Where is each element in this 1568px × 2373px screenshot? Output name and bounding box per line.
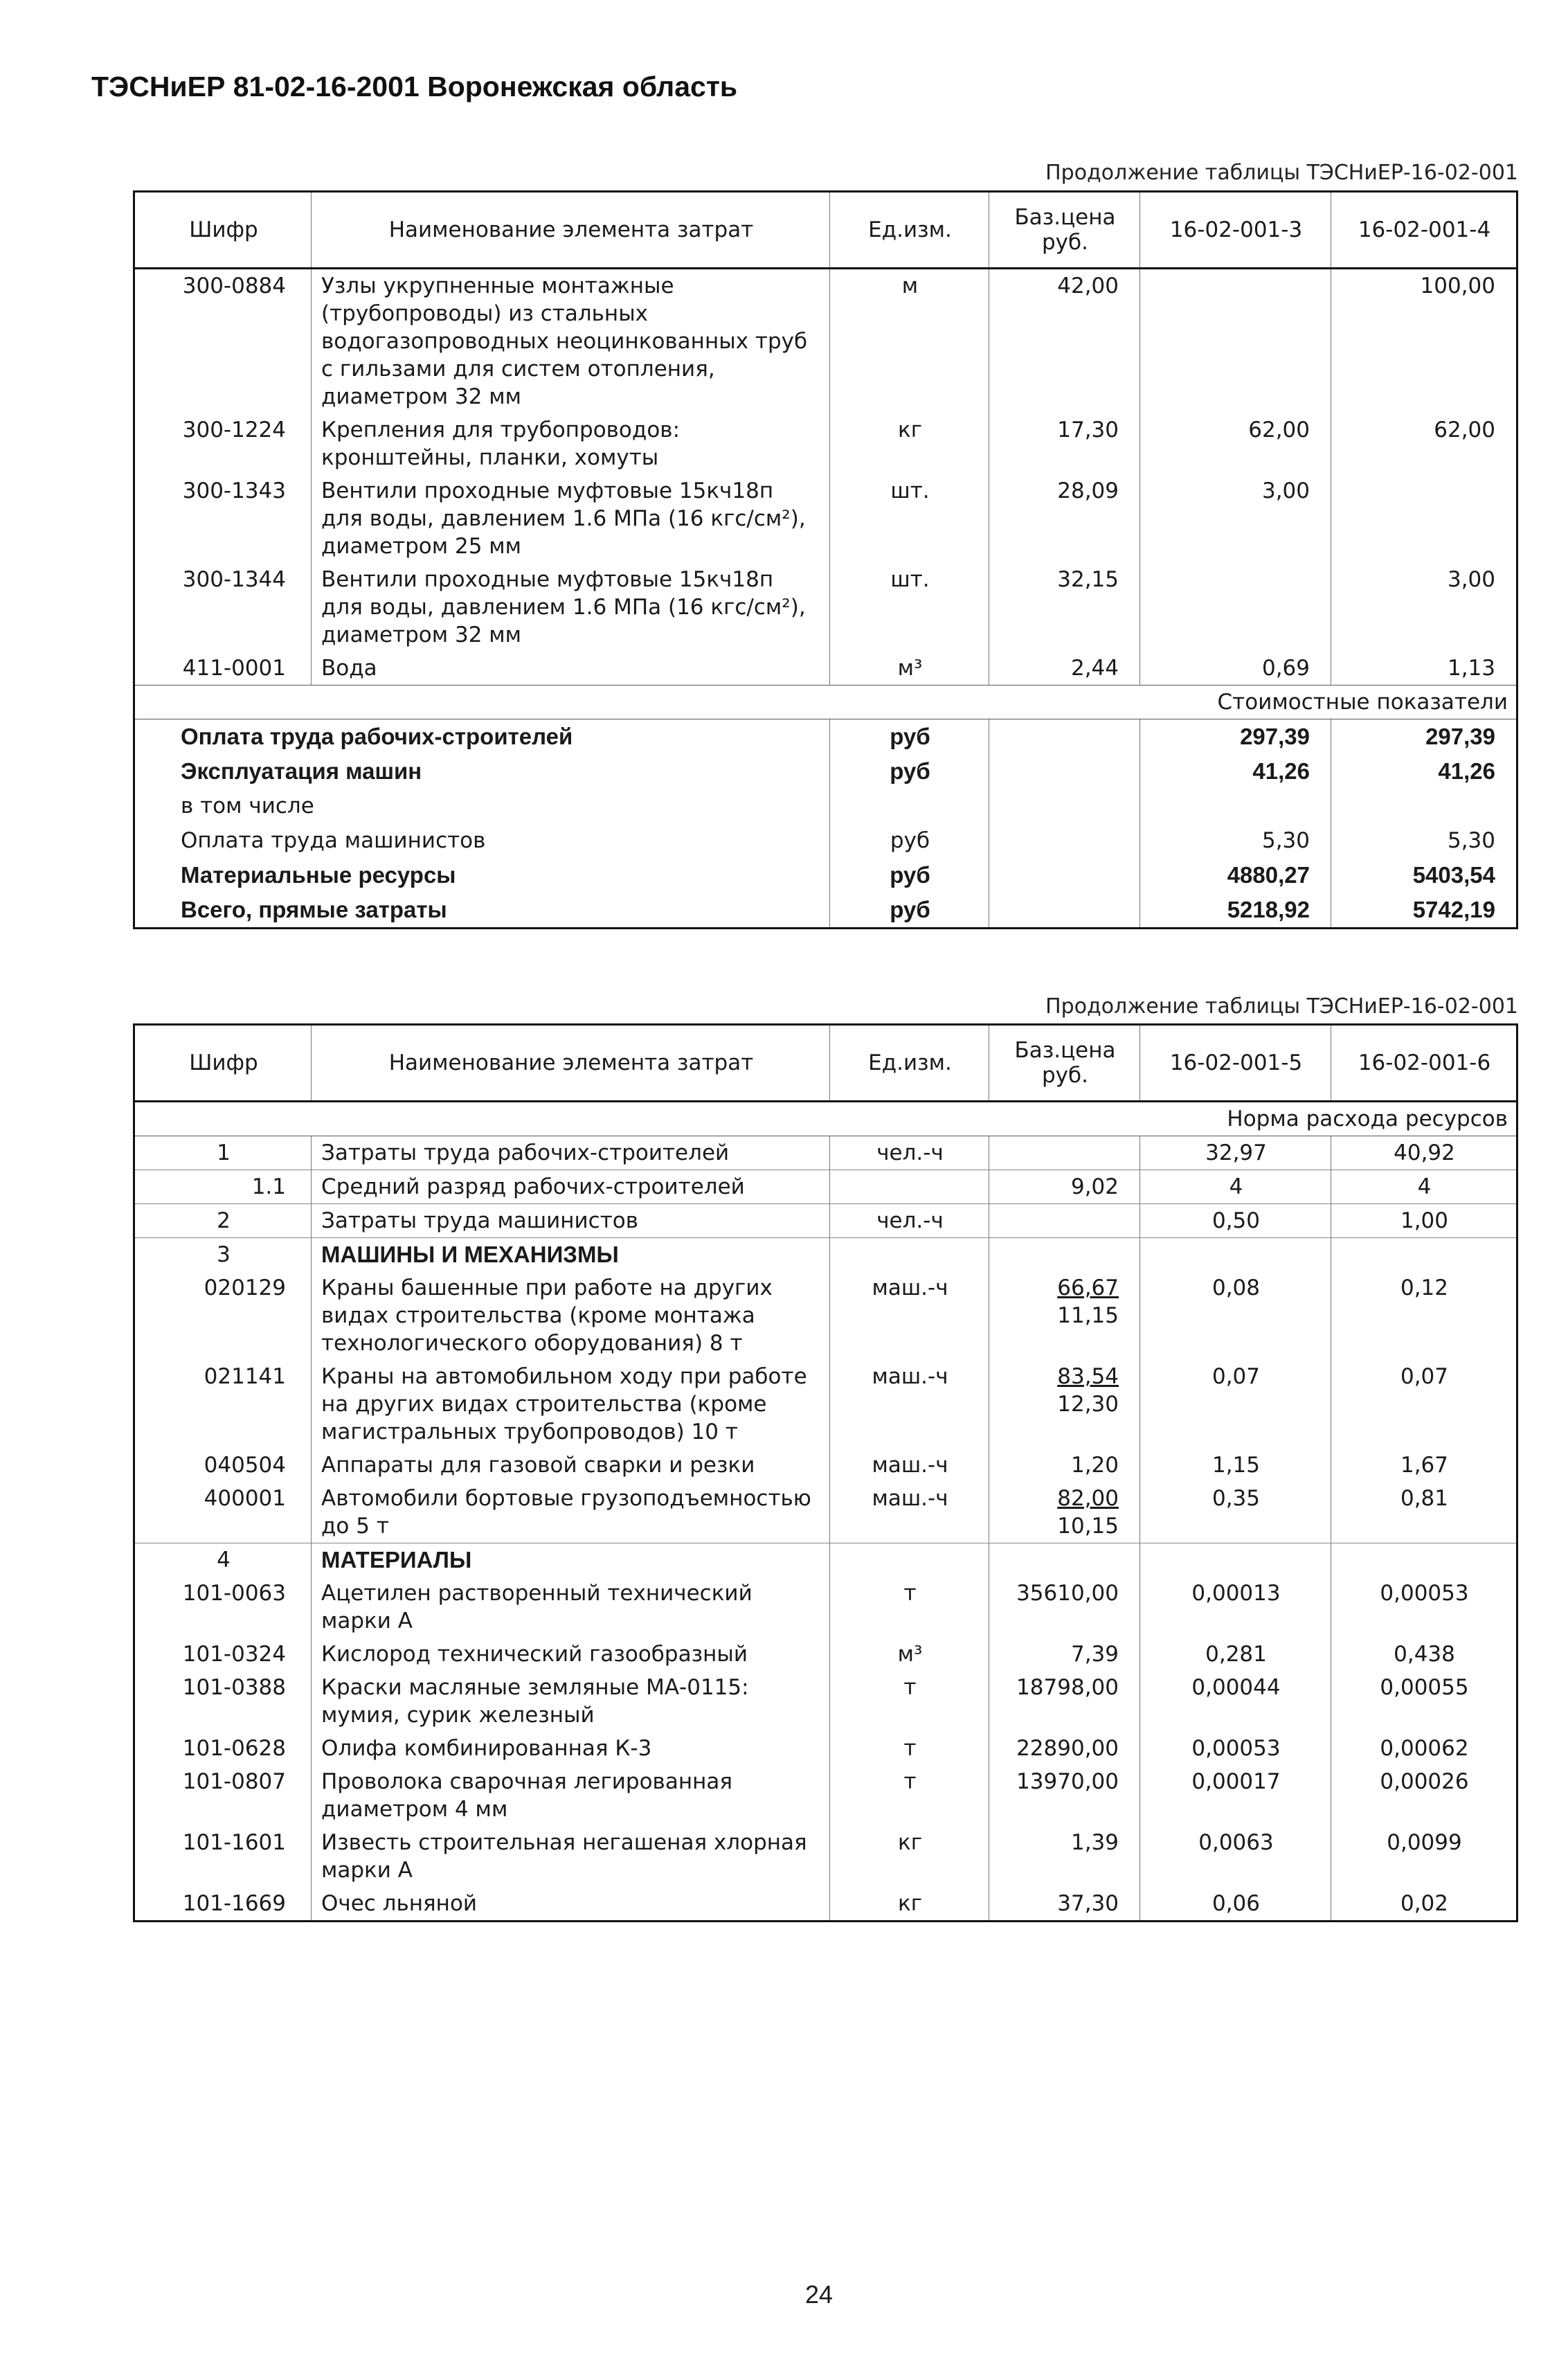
cost-value-col6 <box>1331 789 1517 823</box>
price-value: 66,67 <box>1057 1275 1119 1300</box>
row-price: 17,30 <box>989 413 1140 474</box>
row-unit: т <box>830 1732 989 1765</box>
header-col5: 16-02-001-3 <box>1140 192 1331 269</box>
row-price: 42,00 <box>989 269 1140 414</box>
row-value-col6: 1,00 <box>1331 1204 1517 1238</box>
row-value-col5: 0,06 <box>1140 1887 1331 1922</box>
row-code: 020129 <box>204 1275 286 1300</box>
cost-price <box>989 823 1140 858</box>
cost-value-col6: 297,39 <box>1331 719 1517 755</box>
table-row <box>134 1732 1517 1765</box>
row-value-col5: 0,08 <box>1140 1271 1331 1360</box>
table-row <box>134 1671 1517 1732</box>
row-name: Известь строительная негашеная хлорная марки А <box>312 1826 830 1887</box>
header-name: Наименование элемента затрат <box>312 1025 830 1102</box>
cost-value-col5: 297,39 <box>1140 719 1331 755</box>
row-value-col5: 0,00044 <box>1140 1671 1331 1732</box>
price-machinist-value: 10,15 <box>1057 1514 1119 1539</box>
row-code: 101-1601 <box>182 1830 286 1855</box>
table-row <box>134 413 1517 474</box>
cost-row <box>134 893 1517 929</box>
row-unit: чел.-ч <box>830 1136 989 1170</box>
row-code: 101-0388 <box>182 1675 286 1700</box>
row-name: Проволока сварочная легированная диаметром 4 мм <box>312 1765 830 1826</box>
cost-value-col5: 5218,92 <box>1140 893 1331 929</box>
row-code: 300-1224 <box>182 418 286 442</box>
row-value-col6: 0,00062 <box>1331 1732 1517 1765</box>
row-unit: маш.-ч <box>830 1360 989 1449</box>
table-row <box>134 1238 1517 1272</box>
row-name: МАТЕРИАЛЫ <box>312 1543 830 1577</box>
cost-unit: руб <box>830 893 989 929</box>
table-row <box>134 269 1517 414</box>
row-value-col6: 0,0099 <box>1331 1826 1517 1887</box>
row-name: МАШИНЫ И МЕХАНИЗМЫ <box>312 1238 830 1272</box>
row-unit: м³ <box>830 1638 989 1671</box>
row-name: Олифа комбинированная К-3 <box>312 1732 830 1765</box>
table-row <box>134 1543 1517 1577</box>
row-name: Вентили проходные муфтовые 15кч18п для воды, давлением 1.6 МПа (16 кгс/см²), диаметром 32 мм <box>312 563 830 652</box>
row-code: 1 <box>217 1140 231 1165</box>
price-value: 18798,00 <box>1016 1675 1119 1700</box>
table-row <box>134 1136 1517 1170</box>
price-value: 7,39 <box>1070 1642 1119 1667</box>
row-unit: кг <box>830 413 989 474</box>
row-price <box>989 1360 1140 1449</box>
cost-row <box>134 858 1517 893</box>
row-name: Краны башенные при работе на других видах строительства (кроме монтажа технологического оборудования) 8 т <box>312 1271 830 1360</box>
cost-price <box>989 754 1140 789</box>
row-name: Затраты труда рабочих-строителей <box>312 1136 830 1170</box>
price-value: 35610,00 <box>1016 1581 1119 1606</box>
row-code: 101-0324 <box>182 1642 286 1667</box>
table-row <box>134 1765 1517 1826</box>
row-value-col5: 0,0063 <box>1140 1826 1331 1887</box>
table-row <box>134 1482 1517 1543</box>
cost-value-col5: 5,30 <box>1140 823 1331 858</box>
row-value-col6: 0,02 <box>1331 1887 1517 1922</box>
row-name: Очес льняной <box>312 1887 830 1922</box>
row-price <box>989 1671 1140 1732</box>
row-price <box>989 1136 1140 1170</box>
row-value-col6: 40,92 <box>1331 1136 1517 1170</box>
cost-row <box>134 823 1517 858</box>
row-value-col6: 0,81 <box>1331 1482 1517 1543</box>
table-header-row <box>134 192 1517 269</box>
cost-price <box>989 719 1140 755</box>
row-unit: т <box>830 1671 989 1732</box>
cost-name: Всего, прямые затраты <box>181 897 447 922</box>
row-unit: чел.-ч <box>830 1204 989 1238</box>
row-unit <box>830 1543 989 1577</box>
cost-value-col5: 4880,27 <box>1140 858 1331 893</box>
row-price <box>989 1449 1140 1482</box>
row-price <box>989 1826 1140 1887</box>
table-row <box>134 563 1517 652</box>
cost-name: Эксплуатация машин <box>181 758 422 784</box>
row-code: 040504 <box>204 1453 286 1478</box>
row-value-col6: 0,00026 <box>1331 1765 1517 1826</box>
row-price <box>989 1887 1140 1922</box>
row-name: Ацетилен растворенный технический марки А <box>312 1577 830 1638</box>
row-value-col5 <box>1140 1238 1331 1272</box>
row-price: 2,44 <box>989 652 1140 686</box>
cost-name: Материальные ресурсы <box>181 862 456 888</box>
row-price <box>989 1765 1140 1826</box>
header-code: Шифр <box>134 1025 312 1102</box>
row-price <box>989 1482 1140 1543</box>
row-unit: м³ <box>830 652 989 686</box>
row-price <box>989 1638 1140 1671</box>
row-value-col6: 4 <box>1331 1170 1517 1204</box>
price-value: 22890,00 <box>1016 1736 1119 1761</box>
price-value: 37,30 <box>1057 1891 1119 1916</box>
row-price: 28,09 <box>989 474 1140 563</box>
row-value-col5: 32,97 <box>1140 1136 1331 1170</box>
header-col6: 16-02-001-6 <box>1331 1025 1517 1102</box>
cost-value-col5: 41,26 <box>1140 754 1331 789</box>
row-value-col5: 1,15 <box>1140 1449 1331 1482</box>
row-name: Средний разряд рабочих-строителей <box>312 1170 830 1204</box>
row-unit: м <box>830 269 989 414</box>
table-row <box>134 652 1517 686</box>
cost-price <box>989 893 1140 929</box>
cost-value-col6: 5742,19 <box>1331 893 1517 929</box>
row-unit <box>830 1170 989 1204</box>
cost-value-col6: 41,26 <box>1331 754 1517 789</box>
row-value-col6: 1,67 <box>1331 1449 1517 1482</box>
row-code: 300-1344 <box>182 567 286 592</box>
header-unit: Ед.изм. <box>830 1025 989 1102</box>
cost-price <box>989 858 1140 893</box>
table-row <box>134 1170 1517 1204</box>
price-value: 13970,00 <box>1016 1769 1119 1794</box>
row-name: Краски масляные земляные МА-0115: мумия, сурик железный <box>312 1671 830 1732</box>
row-value-col5: 0,281 <box>1140 1638 1331 1671</box>
price-value: 1,39 <box>1070 1830 1119 1855</box>
row-price <box>989 1204 1140 1238</box>
cost-unit: руб <box>830 858 989 893</box>
cost-unit: руб <box>830 754 989 789</box>
page-number: 24 <box>805 2280 833 2309</box>
cost-unit: руб <box>830 823 989 858</box>
table-row <box>134 1449 1517 1482</box>
row-code: 101-0063 <box>182 1581 286 1606</box>
row-unit: кг <box>830 1826 989 1887</box>
table-row <box>134 1577 1517 1638</box>
row-name: Автомобили бортовые грузоподъемностью до 5 т <box>312 1482 830 1543</box>
table-row <box>134 1360 1517 1449</box>
price-machinist-value: 11,15 <box>1057 1303 1119 1328</box>
row-value-col5: 0,50 <box>1140 1204 1331 1238</box>
row-value-col6: 0,07 <box>1331 1360 1517 1449</box>
row-code: 101-1669 <box>182 1891 286 1916</box>
header-unit: Ед.изм. <box>830 192 989 269</box>
page-header: ТЭСНиЕР 81-02-16-2001 Воронежская область <box>91 71 738 102</box>
cost-name: Оплата труда машинистов <box>181 828 486 853</box>
row-value-col5: 0,07 <box>1140 1360 1331 1449</box>
row-value-col5: 0,00013 <box>1140 1577 1331 1638</box>
section-label: Норма расхода ресурсов <box>134 1102 1517 1136</box>
cost-value-col5 <box>1140 789 1331 823</box>
row-value-col6 <box>1331 1238 1517 1272</box>
header-name: Наименование элемента затрат <box>312 192 830 269</box>
row-code: 3 <box>134 1238 312 1272</box>
row-value-col6: 0,00053 <box>1331 1577 1517 1638</box>
table-row <box>134 1204 1517 1238</box>
row-code: 101-0807 <box>182 1769 286 1794</box>
header-price: Баз.цена руб. <box>989 1025 1140 1102</box>
price-value: 83,54 <box>1057 1364 1119 1389</box>
row-unit: т <box>830 1765 989 1826</box>
row-price <box>989 1271 1140 1360</box>
row-value-col5: 3,00 <box>1140 474 1331 563</box>
resource-table-2 <box>133 1023 1518 1922</box>
row-value-col5: 62,00 <box>1140 413 1331 474</box>
row-price: 32,15 <box>989 563 1140 652</box>
row-value-col5: 0,00017 <box>1140 1765 1331 1826</box>
row-unit: шт. <box>830 563 989 652</box>
row-unit <box>830 1238 989 1272</box>
header-col5: 16-02-001-5 <box>1140 1025 1331 1102</box>
row-code: 2 <box>134 1204 312 1238</box>
row-name: Аппараты для газовой сварки и резки <box>312 1449 830 1482</box>
row-unit: маш.-ч <box>830 1449 989 1482</box>
row-value-col6: 62,00 <box>1331 413 1517 474</box>
resource-table-1 <box>133 190 1518 929</box>
row-price <box>989 1577 1140 1638</box>
row-value-col5 <box>1140 1543 1331 1577</box>
table2-caption: Продолжение таблицы ТЭСНиЕР-16-02-001 <box>1045 994 1518 1019</box>
price-machinist-value: 12,30 <box>1057 1392 1119 1417</box>
row-name: Затраты труда машинистов <box>312 1204 830 1238</box>
row-price <box>989 1238 1140 1272</box>
table1-caption: Продолжение таблицы ТЭСНиЕР-16-02-001 <box>1045 161 1518 185</box>
row-unit: маш.-ч <box>830 1271 989 1360</box>
row-price <box>989 1170 1140 1204</box>
row-unit: т <box>830 1577 989 1638</box>
row-code: 300-1343 <box>182 478 286 503</box>
row-code: 300-0884 <box>182 274 286 298</box>
section-label-row <box>134 686 1517 719</box>
row-value-col6: 100,00 <box>1331 269 1517 414</box>
table-row <box>134 1887 1517 1922</box>
cost-row <box>134 754 1517 789</box>
row-value-col6: 3,00 <box>1331 563 1517 652</box>
row-value-col6 <box>1331 1543 1517 1577</box>
row-value-col5: 0,69 <box>1140 652 1331 686</box>
row-value-col5 <box>1140 563 1331 652</box>
header-col6: 16-02-001-4 <box>1331 192 1517 269</box>
cost-price <box>989 789 1140 823</box>
price-value: 82,00 <box>1057 1486 1119 1511</box>
section-label-row <box>134 1102 1517 1136</box>
table-row <box>134 1638 1517 1671</box>
row-name: Краны на автомобильном ходу при работе на других видах строительства (кроме магистральных трубопроводов) 10 т <box>312 1360 830 1449</box>
row-value-col5: 0,00053 <box>1140 1732 1331 1765</box>
row-unit: маш.-ч <box>830 1482 989 1543</box>
row-value-col6: 0,12 <box>1331 1271 1517 1360</box>
row-code: 101-0628 <box>182 1736 286 1761</box>
row-value-col5: 0,35 <box>1140 1482 1331 1543</box>
row-code: 411-0001 <box>182 656 286 681</box>
cost-name: в том числе <box>181 794 314 818</box>
header-price: Баз.цена руб. <box>989 192 1140 269</box>
price-value: 9,02 <box>1070 1174 1119 1199</box>
row-name: Узлы укрупненные монтажные (трубопроводы) из стальных водогазопроводных неоцинкованных труб с гильзами для систем отопления, диаметром 32 мм <box>312 269 830 414</box>
header-code: Шифр <box>134 192 312 269</box>
cost-value-col6: 5,30 <box>1331 823 1517 858</box>
row-value-col5: 4 <box>1140 1170 1331 1204</box>
row-value-col6 <box>1331 474 1517 563</box>
section-label: Стоимостные показатели <box>134 686 1517 719</box>
cost-unit <box>830 789 989 823</box>
table-row <box>134 1826 1517 1887</box>
row-value-col6: 0,438 <box>1331 1638 1517 1671</box>
row-code: 1.1 <box>134 1170 312 1204</box>
table-row <box>134 1271 1517 1360</box>
cost-unit: руб <box>830 719 989 755</box>
row-name: Кислород технический газообразный <box>312 1638 830 1671</box>
row-unit: кг <box>830 1887 989 1922</box>
table-row <box>134 474 1517 563</box>
row-name: Вода <box>312 652 830 686</box>
row-unit: шт. <box>830 474 989 563</box>
cost-value-col6: 5403,54 <box>1331 858 1517 893</box>
row-code: 021141 <box>204 1364 286 1389</box>
price-value: 1,20 <box>1070 1453 1119 1478</box>
row-name: Крепления для трубопроводов: кронштейны, планки, хомуты <box>312 413 830 474</box>
row-price <box>989 1543 1140 1577</box>
cost-row <box>134 719 1517 755</box>
row-name: Вентили проходные муфтовые 15кч18п для воды, давлением 1.6 МПа (16 кгс/см²), диаметром 25 мм <box>312 474 830 563</box>
row-value-col6: 1,13 <box>1331 652 1517 686</box>
cost-name: Оплата труда рабочих-строителей <box>181 724 573 749</box>
row-code: 400001 <box>204 1486 286 1511</box>
cost-row <box>134 789 1517 823</box>
row-code: 4 <box>134 1543 312 1577</box>
row-value-col5 <box>1140 269 1331 414</box>
row-price <box>989 1732 1140 1765</box>
table-header-row <box>134 1025 1517 1102</box>
row-value-col6: 0,00055 <box>1331 1671 1517 1732</box>
